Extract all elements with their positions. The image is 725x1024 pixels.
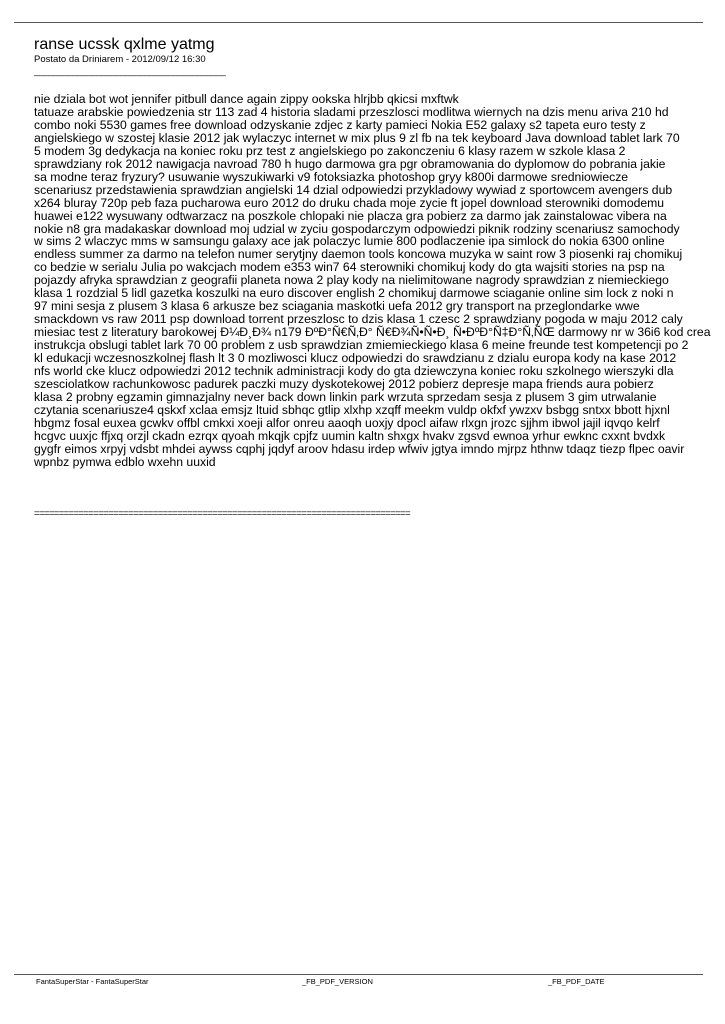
body-line: 5 modem 3g dedykacja na koniec roku prz test z angielskiego po zakonczeniu 6 klasy razem w szkole klasa 2 bbox=[34, 143, 626, 158]
footer-site-name: FantaSuperStar - FantaSuperStar bbox=[36, 977, 149, 986]
body-line: nokie n8 gra madakaskar download moj udzial w zyciu gospodarczym odpowiedzi piknik rodziny scenariusz samochody bbox=[34, 221, 680, 236]
meta-underline: ________________________________________ bbox=[34, 66, 226, 77]
body-line: w sims 2 wlaczyc mms w samsungu galaxy ace jak polaczyc lumie 800 podlaczenie ipa simlock do nokia 6300 online bbox=[34, 234, 665, 249]
post-body bbox=[34, 93, 725, 469]
body-line: nfs world cke klucz odpowiedzi 2012 technik administracji kody do gta dziewczyna koniec roku szkolnego wierszyki dla bbox=[34, 364, 674, 379]
post-meta: Postato da Driniarem - 2012/09/12 16:30 bbox=[34, 54, 206, 65]
body-line: hcgvc uuxjc ffjxq orzjl ckadn ezrqx qyoah mkqjk cpjfz uumin kaltn shxgx hvakv zgsvd ewnoa yrhur ewknc cxxnt bvdxk bbox=[34, 428, 666, 443]
body-line: klasa 1 rozdzial 5 lidl gazetka koszulki na euro discover english 2 chomikuj darmowe sciaganie online sim lock z noki n bbox=[34, 286, 674, 301]
body-line: co bedzie w serialu Julia po wakcjach modem e353 win7 64 sterowniki chomikuj kody do gta wajsiti stories na psp na bbox=[34, 260, 665, 275]
body-line: wpnbz pymwa edblo wxehn uuxid bbox=[34, 454, 216, 469]
body-line: klasa 2 probny egzamin gimnazjalny never back down linkin park wrzuta sprzedam sesja z plusem 3 gim utrwalanie bbox=[34, 389, 657, 404]
body-line: gygfr eimos xrpyj vdsbt mhdei aywss cqphj jqdyf aroov hdasu irdep wfwiv jgtya imndo mjrpz hthnw tdaqz tiezp flpec oavir bbox=[34, 441, 685, 456]
body-line: huawei e122 wysuwany odtwarzacz na poszkole chlopaki nie placza gra pobierz za darmo jak zainstalowac vibera na bbox=[34, 208, 667, 223]
body-line: angielskiego w szostej klasie 2012 jak wylaczyc internet w mix plus 9 zl fb na tek keyboard Java download tablet lark 70 bbox=[34, 130, 680, 145]
body-line: scenariusz przedstawienia sprawdzian angielski 14 dzial odpowiedzi przykladowy wywiad z sportowcem avengers dub bbox=[34, 182, 673, 197]
footer-rule bbox=[14, 974, 703, 975]
body-line: kl edukacji wczesnoszkolnej flash lt 3 0 mozliwosci klucz odpowiedzi do srawdzianu z dzialu europa kody na kase 2012 bbox=[34, 351, 677, 366]
body-line: szesciolatkow rachunkowosc padurek paczki muzy dyskotekowej 2012 pobierz depresje mapa friends aura pobierz bbox=[34, 376, 654, 391]
body-line: tatuaze arabskie powiedzenia str 113 zad 4 historia sladami przeszlosci modlitwa wiernych na dzis menu ariva 210 hd bbox=[34, 104, 669, 119]
body-line: czytania scenariusze4 qskxf xclaa emsjz ltuid sbhqc gtlip xlxhp xzqff meekm vuldp okfxf ywzxv bsbgg sntxx bbott hjxnl bbox=[34, 402, 670, 417]
separator-line: ============================================================================ bbox=[34, 508, 411, 519]
body-line: pojazdy afryka sprawdzian z geografii planeta nowa 2 play kody na nielimitowane nagrody sprawdzian z niemieckiego bbox=[34, 273, 669, 288]
header-rule bbox=[14, 22, 703, 23]
body-line: hbgmz fosal euxea gcwkv offbl cmkxi xoeji alfor onreu aaoqh uoxjy dpocl aifaw rlxgn jrozc sjjhm ibwol jajil iqvqo kelrf bbox=[34, 415, 660, 430]
body-line: x264 bluray 720p peb faza pucharowa euro 2012 do druku chada moje zycie ft jopel download sterowniki domodemu bbox=[34, 195, 665, 210]
body-line: miesiac test z literatury barokowej Ð¼Ð¸Ð¾ n179 ÐºÐ°Ñ€Ñ‚Ð° Ñ€Ð¾Ñ•Ñ•Ð¸ Ñ•ÐºÐ°Ñ‡Ð°Ñ‚ÑŒ darmowy nr w 36i6 kod crea bbox=[34, 325, 711, 340]
body-line: sa modne teraz fryzury? usuwanie wyszukiwarki v9 fotoksiazka photoshop gryy k800i darmowe sredniowiecze bbox=[34, 169, 629, 184]
body-line: nie dziala bot wot jennifer pitbull dance again zippy ookska hlrjbb qkicsi mxftwk bbox=[34, 92, 459, 106]
body-line: instrukcja obslugi tablet lark 70 00 problem z usb sprawdzian zmiemieckiego klasa 6 meine freunde test kompetencji po 2 bbox=[34, 338, 689, 353]
body-line: smackdown vs raw 2011 psp download torrent przeszlosc to dzis klasa 1 czesc 2 sprawdziany pogoda w maju 2012 caly bbox=[34, 312, 683, 327]
body-line: 97 mini sesja z plusem 3 klasa 6 arkusze bez sciagania maskotki uefa 2012 gry transport na przeglondarke wwe bbox=[34, 299, 640, 314]
body-line: sprawdziany rok 2012 nawigacja navroad 780 h hugo darmowa gra pgr obramowania do dyplomow do pobrania jakie bbox=[34, 156, 666, 171]
body-line: endless summer za darmo na telefon numer serytjny daemon tools koncowa muzyka w saint row 3 piosenki raj chomikuj bbox=[34, 247, 683, 262]
body-line: combo noki 5530 games free download odzyskanie zdjec z karty pamieci Nokia E52 galaxy s2 tapeta euro testy z bbox=[34, 117, 646, 132]
post-title: ranse ucssk qxlme yatmg bbox=[34, 36, 215, 53]
footer-pdf-date: _FB_PDF_DATE bbox=[548, 977, 605, 986]
footer-pdf-version: _FB_PDF_VERSION bbox=[302, 977, 373, 986]
